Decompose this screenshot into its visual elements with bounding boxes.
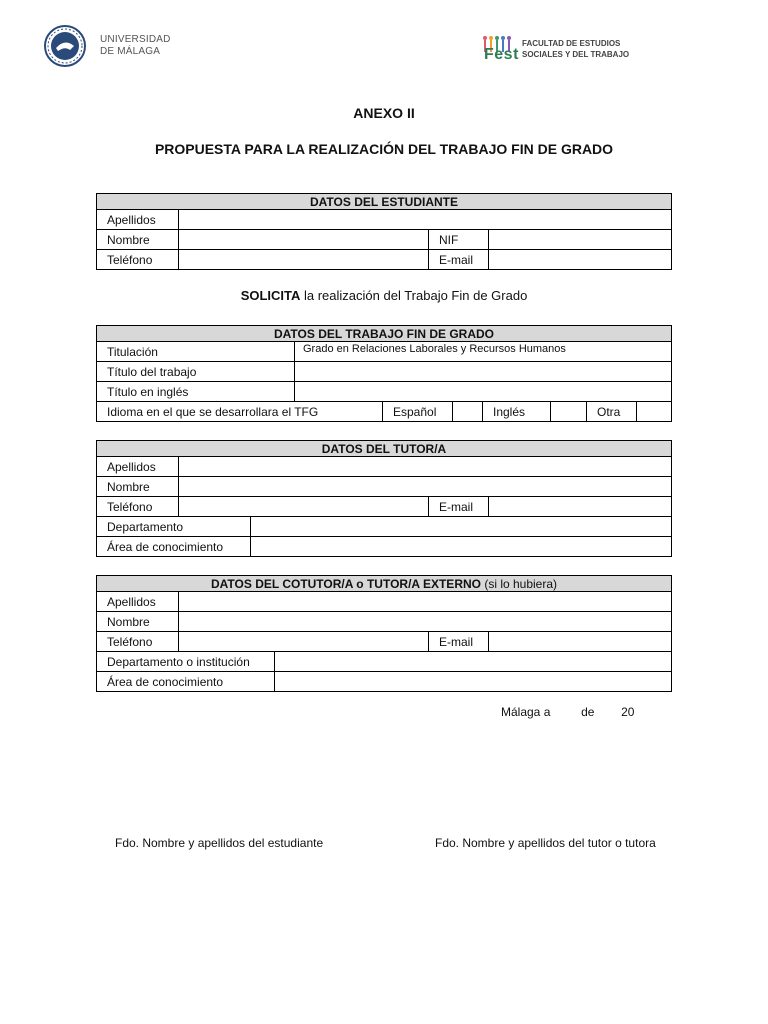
cotutor-telefono-label: Teléfono: [97, 632, 179, 652]
student-section-heading: DATOS DEL ESTUDIANTE: [97, 194, 672, 210]
cotutor-heading-bold: DATOS DEL COTUTOR/A o TUTOR/A EXTERNO: [210, 576, 481, 591]
student-data-table: [96, 193, 672, 270]
titulo-trabajo-label: Título del trabajo: [97, 362, 295, 382]
university-name: [100, 34, 171, 58]
cotutor-email-field[interactable]: [489, 632, 672, 652]
cotutor-apellidos-label: Apellidos: [97, 592, 179, 612]
date-de: de: [581, 705, 595, 719]
tutor-telefono-label: Teléfono: [97, 497, 179, 517]
cotutor-departamento-field[interactable]: [275, 652, 672, 672]
date-year: 20: [621, 705, 635, 719]
tutor-area-field[interactable]: [251, 537, 672, 557]
titulo-ingles-label: Título en inglés: [97, 382, 295, 402]
page-subtitle: PROPUESTA PARA LA REALIZACIÓN DEL TRABAJO FIN DE GRADO: [154, 141, 614, 157]
tutor-data-table: [96, 440, 672, 557]
tutor-nombre-label: Nombre: [97, 477, 179, 497]
titulo-ingles-field[interactable]: [295, 382, 672, 402]
tutor-email-field[interactable]: [489, 497, 672, 517]
student-apellidos-label: Apellidos: [97, 210, 179, 230]
tutor-apellidos-label: Apellidos: [97, 457, 179, 477]
page-title: ANEXO II: [353, 105, 415, 121]
cotutor-apellidos-field[interactable]: [179, 592, 672, 612]
date-line: [501, 705, 634, 719]
tutor-nombre-field[interactable]: [179, 477, 672, 497]
tutor-email-label: E-mail: [429, 497, 489, 517]
idioma-otra-checkbox[interactable]: [637, 402, 672, 422]
student-nombre-label: Nombre: [97, 230, 179, 250]
idioma-otra-label: Otra: [587, 402, 637, 422]
cotutor-area-field[interactable]: [275, 672, 672, 692]
tutor-section-heading: DATOS DEL TUTOR/A: [97, 441, 672, 457]
idioma-espanol-label: Español: [383, 402, 453, 422]
student-signature-label: Fdo. Nombre y apellidos del estudiante: [115, 836, 324, 850]
university-logo: [40, 24, 180, 68]
tutor-departamento-label: Departamento: [97, 517, 251, 537]
faculty-logo: [482, 24, 642, 68]
student-telefono-label: Teléfono: [97, 250, 179, 270]
cotutor-data-table: [96, 575, 672, 692]
student-email-label: E-mail: [429, 250, 489, 270]
tfg-section-heading: DATOS DEL TRABAJO FIN DE GRADO: [97, 326, 672, 342]
student-apellidos-field[interactable]: [179, 210, 672, 230]
student-nombre-field[interactable]: [179, 230, 429, 250]
tutor-departamento-field[interactable]: [251, 517, 672, 537]
student-nif-field[interactable]: [489, 230, 672, 250]
cotutor-nombre-label: Nombre: [97, 612, 179, 632]
titulacion-field[interactable]: Grado en Relaciones Laborales y Recursos Humanos: [295, 342, 672, 362]
idioma-label: Idioma en el que se desarrollara el TFG: [97, 402, 383, 422]
cotutor-area-label: Área de conocimiento: [97, 672, 275, 692]
titulo-trabajo-field[interactable]: [295, 362, 672, 382]
cotutor-departamento-label: Departamento o institución: [97, 652, 275, 672]
cotutor-nombre-field[interactable]: [179, 612, 672, 632]
faculty-short-name: Fest: [484, 46, 519, 63]
tfg-data-table: [96, 325, 672, 422]
student-telefono-field[interactable]: [179, 250, 429, 270]
cotutor-section-heading: [97, 576, 672, 592]
solicita-keyword: SOLICITA: [240, 288, 301, 303]
cotutor-telefono-field[interactable]: [179, 632, 429, 652]
faculty-name: [522, 38, 629, 60]
tutor-apellidos-field[interactable]: [179, 457, 672, 477]
faculty-name-line1: FACULTAD DE ESTUDIOS: [522, 39, 621, 48]
faculty-name-line2: SOCIALES Y DEL TRABAJO: [522, 50, 630, 59]
university-name-line1: UNIVERSIDAD: [100, 34, 171, 45]
solicita-text: la realización del Trabajo Fin de Grado: [300, 288, 528, 303]
idioma-espanol-checkbox[interactable]: [453, 402, 483, 422]
tutor-telefono-field[interactable]: [179, 497, 429, 517]
student-email-field[interactable]: [489, 250, 672, 270]
cotutor-heading-note: (si lo hubiera): [480, 576, 558, 591]
tutor-signature-label: Fdo. Nombre y apellidos del tutor o tutora: [435, 836, 656, 850]
solicita-statement: [0, 288, 768, 303]
idioma-ingles-label: Inglés: [483, 402, 551, 422]
titulacion-label: Titulación: [97, 342, 295, 362]
date-place: Málaga a: [501, 705, 551, 719]
university-seal-icon: [40, 24, 90, 68]
tutor-area-label: Área de conocimiento: [97, 537, 251, 557]
idioma-ingles-checkbox[interactable]: [551, 402, 587, 422]
student-nif-label: NIF: [429, 230, 489, 250]
cotutor-email-label: E-mail: [429, 632, 489, 652]
university-name-line2: DE MÁLAGA: [100, 46, 161, 57]
